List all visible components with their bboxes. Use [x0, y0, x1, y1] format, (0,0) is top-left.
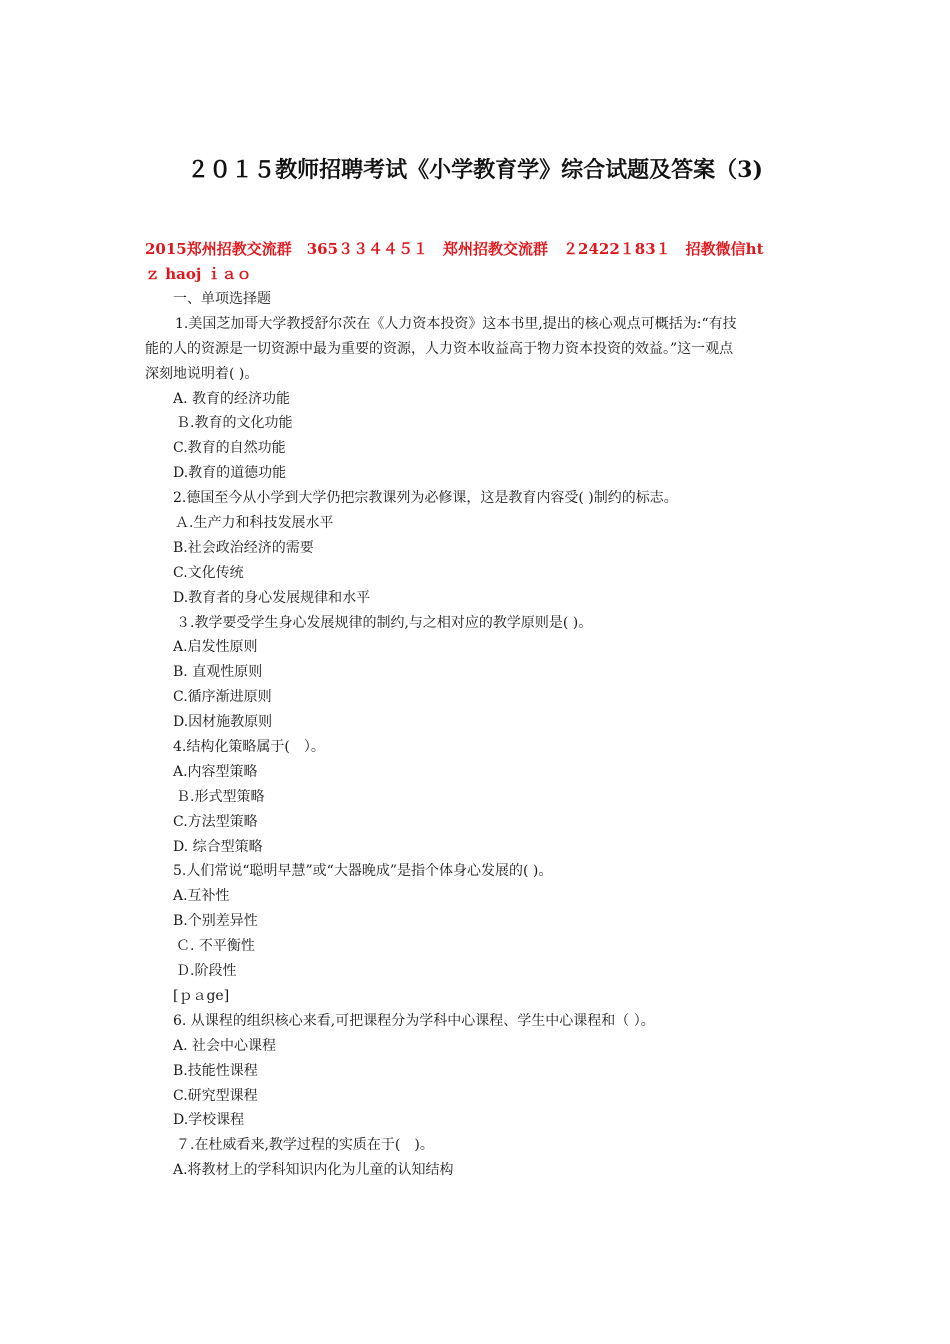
question-1-stem: 1.美国芝加哥大学教授舒尔茨在《人力资本投资》这本书里,提出的核心观点可概括为:“有技 [175, 315, 737, 332]
question-1-stem-cont: 能的人的资源是一切资源中最为重要的资源，人力资本收益高于物力资本投资的效益。”这一观点 [145, 340, 734, 357]
option-c: C.教育的自然功能 [173, 440, 286, 457]
notice-line-1: 2015郑州招教交流群 365３３４４５１ 郑州招教交流群 ２2422１83１ 招教微信ht [145, 240, 764, 258]
option-a: A.内容型策略 [173, 763, 258, 780]
option-c: C.方法型策略 [173, 813, 258, 830]
option-c: Ｃ. 不平衡性 [176, 938, 255, 955]
section-heading: 一、单项选择题 [173, 291, 271, 307]
question-1-stem-cont: 深刻地说明着( )。 [145, 365, 259, 382]
option-d: D.教育者的身心发展规律和水平 [173, 589, 371, 606]
option-b: Ｂ.教育的文化功能 [176, 415, 293, 432]
option-d: D.因材施教原则 [173, 714, 273, 731]
question-5-stem: 5.人们常说“聪明早慧”或“大器晚成”是指个体身心发展的( )。 [173, 863, 553, 880]
option-b: B.社会政治经济的需要 [173, 539, 314, 556]
notice-line-2: ｚ haoj ｉａｏ [145, 265, 252, 283]
page-title: ２０１５教师招聘考试《小学教育学》综合试题及答案（3) [187, 157, 763, 183]
page-marker: [ｐａge] [173, 987, 230, 1004]
option-a: A. 社会中心课程 [173, 1037, 277, 1054]
question-3-stem: ３.教学要受学生身心发展规律的制约,与之相对应的教学原则是( )。 [176, 614, 593, 631]
question-4-stem: 4.结构化策略属于( ）。 [173, 739, 325, 756]
question-2-stem: 2.德国至今从小学到大学仍把宗教课列为必修课，这是教育内容受( )制约的标志。 [173, 490, 678, 507]
option-c: C.研究型课程 [173, 1087, 258, 1104]
option-a: A.将教材上的学科知识内化为儿童的认知结构 [173, 1162, 454, 1179]
option-a: Ａ.生产力和科技发展水平 [175, 515, 334, 532]
option-d: D.学校课程 [173, 1112, 245, 1129]
question-6-stem: 6. 从课程的组织核心来看,可把课程分为学科中心课程、学生中心课程和（ ）。 [173, 1012, 655, 1029]
option-a: A.互补性 [173, 888, 230, 905]
question-list [145, 287, 805, 1183]
question-7-stem: ７.在杜威看来,教学过程的实质在于( )。 [176, 1137, 434, 1154]
option-a: A. 教育的经济功能 [173, 390, 291, 407]
option-d: D. 综合型策略 [173, 838, 263, 855]
option-a: A.启发性原则 [173, 639, 258, 656]
option-b: B. 直观性原则 [173, 664, 263, 681]
option-d: Ｄ.阶段性 [176, 963, 237, 980]
option-b: B.个别差异性 [173, 913, 258, 930]
option-c: C.文化传统 [173, 564, 244, 581]
option-b: Ｂ.形式型策略 [176, 788, 265, 805]
option-c: C.循序渐进原则 [173, 689, 272, 706]
option-b: B.技能性课程 [173, 1062, 258, 1079]
option-d: D.教育的道德功能 [173, 465, 287, 482]
